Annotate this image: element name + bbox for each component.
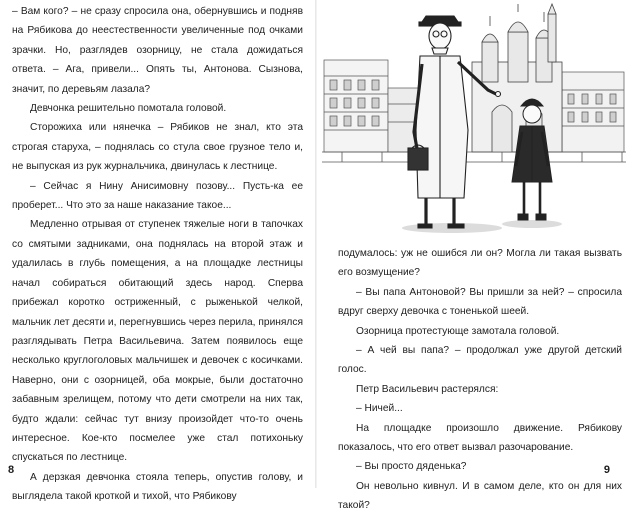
left-paragraph-3: Сторожиха или нянечка – Рябиков не знал, кто эта строгая старуха, – поднялась со стула свое грузное тело и, не выпуская из рук журнальчика, двинулась к лестнице. xyxy=(12,122,303,173)
left-paragraph-2: Девчонка решительно помотала головой. xyxy=(30,103,227,115)
right-paragraph-1: – Вы папа Антоновой? Вы пришли за ней? – спросила вдруг сверху девочка с тоненькой шеей. xyxy=(338,286,622,318)
left-paragraph-5: Медленно отрывая от ступенек тяжелые ноги в тапочках со смятыми задниками, она поднялась на второй этаж и удалилась в глубь помещения, а на площадке лестницы начал собираться обитающий здесь народ. Сперва прибежал коротко остриженный, с рыженькой челкой, мальчик лет десяти и, перегнувшись через перила, принялся разглядывать Петра Васильевича. Затем появилось еще несколько круглоголовых мальчишек и девочек с косичками. Наверно, они с озорницей, оба мокрые, были достаточно забавным зрелищем, потому что дети смотрели на них так, будто ждали: сейчас тут внизу произойдет что-то очень интересное. Кое-кто посмелее уже стал потихоньку спускаться по лестнице. xyxy=(12,219,303,464)
left-page xyxy=(0,0,316,503)
right-paragraph-continuation: подумалось: уж не ошибся ли он? Могла ли такая вызвать его возмущение? xyxy=(338,248,622,279)
right-page xyxy=(316,0,632,512)
left-paragraph-4: – Сейчас я Нину Анисимовну позову... Пусть-ка ее проберет... Что это за наше наказание такое... xyxy=(12,180,303,212)
right-paragraph-6: На площадке произошло движение. Рябикову показалось, что его ответ вызвал разочарование. xyxy=(338,422,622,454)
right-page-text xyxy=(338,244,622,516)
left-paragraph-6: А дерзкая девчонка стояла теперь, опустив голову, и выглядела такой кроткой и тихой, что Рябикову xyxy=(12,471,303,503)
right-paragraph-3: – А чей вы папа? – продолжал уже другой детский голос. xyxy=(338,345,622,376)
left-page-text xyxy=(12,2,303,507)
right-paragraph-8: Он невольно кивнул. И в самом деле, кто он для них такой? xyxy=(338,480,622,512)
railing xyxy=(322,152,626,162)
right-paragraph-2: Озорница протестующе замотала головой. xyxy=(356,325,560,337)
page-number-right: 9 xyxy=(603,464,610,476)
church-domes xyxy=(472,4,562,152)
right-paragraph-4: Петр Васильевич растерялся: xyxy=(356,383,499,395)
illustration-man-and-girl-icon xyxy=(322,2,626,240)
left-paragraph-1: – Вам кого? – не сразу спросила она, обернувшись и подняв на Рябикова до неестественности увеличенные под очками зрачки. Но, разглядев озорницу, не стала дожидаться ответа. – Ага, привели... Опять ты, Антонова. Сызнова, значит, по деревьям лазала? xyxy=(12,6,303,95)
right-paragraph-5: – Ничей... xyxy=(356,403,403,415)
right-paragraph-7: – Вы просто дяденька? xyxy=(356,461,467,473)
page-number-left: 8 xyxy=(8,464,15,476)
